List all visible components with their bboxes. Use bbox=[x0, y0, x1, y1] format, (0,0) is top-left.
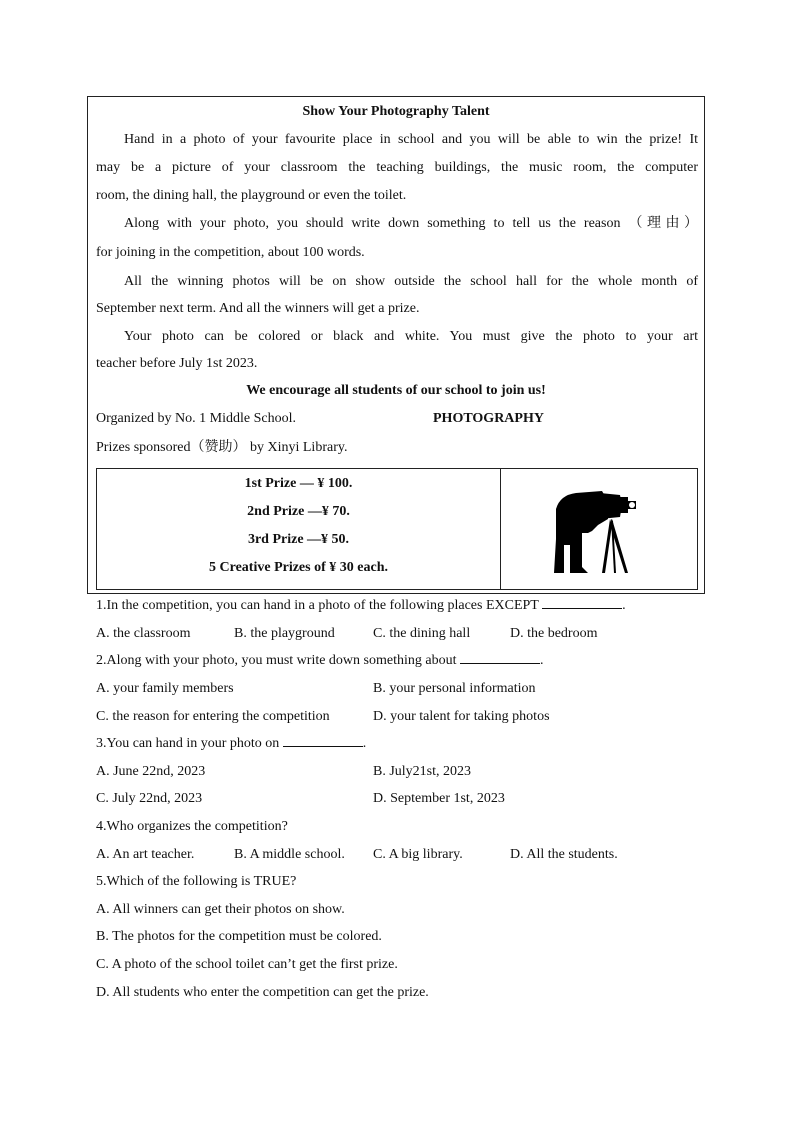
second-prize: 2nd Prize —¥ 70. bbox=[247, 504, 350, 519]
question-2-stem: 2.Along with your photo, you must write down something about . bbox=[96, 653, 544, 668]
organizer-line: Organized by No. 1 Middle School. bbox=[96, 411, 296, 426]
photography-label: PHOTOGRAPHY bbox=[433, 411, 544, 426]
q4-option-c: C. A big library. bbox=[373, 847, 463, 862]
paragraph-1-line-2: may be a picture of your classroom the teaching buildings, the music room, the computer bbox=[96, 160, 698, 175]
notice-title: Show Your Photography Talent bbox=[302, 104, 490, 119]
q5-option-a: A. All winners can get their photos on show. bbox=[96, 902, 345, 917]
question-3-stem: 3.You can hand in your photo on . bbox=[96, 736, 367, 751]
creative-prizes: 5 Creative Prizes of ¥ 30 each. bbox=[209, 560, 388, 575]
question-5-stem: 5.Which of the following is TRUE? bbox=[96, 874, 297, 889]
paragraph-1-line-3: room, the dining hall, the playground or even the toilet. bbox=[96, 188, 407, 203]
question-1-stem: 1.In the competition, you can hand in a photo of the following places EXCEPT . bbox=[96, 598, 626, 613]
q3-option-d: D. September 1st, 2023 bbox=[373, 791, 505, 806]
q2-option-b: B. your personal information bbox=[373, 681, 536, 696]
q1-option-c: C. the dining hall bbox=[373, 626, 471, 641]
q3-option-a: A. June 22nd, 2023 bbox=[96, 764, 206, 779]
paragraph-2-line-1: Along with your photo, you should write down something to tell us the reason （理由） bbox=[124, 216, 698, 231]
first-prize: 1st Prize — ¥ 100. bbox=[244, 476, 353, 491]
q4-option-b: B. A middle school. bbox=[234, 847, 345, 862]
sponsor-line: Prizes sponsored（赞助） by Xinyi Library. bbox=[96, 440, 348, 455]
camera-on-tripod-icon bbox=[552, 479, 642, 579]
q2-option-d: D. your talent for taking photos bbox=[373, 709, 550, 724]
answer-blank bbox=[542, 596, 622, 609]
answer-blank bbox=[460, 651, 540, 664]
competition-notice bbox=[87, 96, 705, 594]
q5-option-c: C. A photo of the school toilet can’t get the first prize. bbox=[96, 957, 398, 972]
q2-option-a: A. your family members bbox=[96, 681, 234, 696]
q1-option-b: B. the playground bbox=[234, 626, 335, 641]
paragraph-4-line-1: Your photo can be colored or black and white. You must give the photo to your art bbox=[124, 329, 698, 344]
q3-option-c: C. July 22nd, 2023 bbox=[96, 791, 203, 806]
q2-option-c: C. the reason for entering the competition bbox=[96, 709, 330, 724]
q4-option-a: A. An art teacher. bbox=[96, 847, 195, 862]
q4-option-d: D. All the students. bbox=[510, 847, 618, 862]
q1-option-d: D. the bedroom bbox=[510, 626, 598, 641]
third-prize: 3rd Prize —¥ 50. bbox=[247, 532, 350, 547]
paragraph-4-line-2: teacher before July 1st 2023. bbox=[96, 356, 258, 371]
prize-table bbox=[96, 468, 698, 590]
q5-option-d: D. All students who enter the competition can get the prize. bbox=[96, 985, 429, 1000]
question-4-stem: 4.Who organizes the competition? bbox=[96, 819, 288, 834]
q5-option-b: B. The photos for the competition must be colored. bbox=[96, 929, 382, 944]
paragraph-1-line-1: Hand in a photo of your favourite place in school and you will be able to win the prize! It bbox=[124, 132, 698, 147]
paragraph-3-line-2: September next term. And all the winners will get a prize. bbox=[96, 301, 420, 316]
paragraph-3-line-1: All the winning photos will be on show outside the school hall for the whole month of bbox=[124, 274, 698, 289]
paragraph-2-line-2: for joining in the competition, about 100 words. bbox=[96, 245, 365, 260]
answer-blank bbox=[283, 734, 363, 747]
prize-table-divider bbox=[500, 469, 501, 589]
encourage-line: We encourage all students of our school to join us! bbox=[246, 383, 546, 398]
q3-option-b: B. July21st, 2023 bbox=[373, 764, 472, 779]
q1-option-a: A. the classroom bbox=[96, 626, 191, 641]
